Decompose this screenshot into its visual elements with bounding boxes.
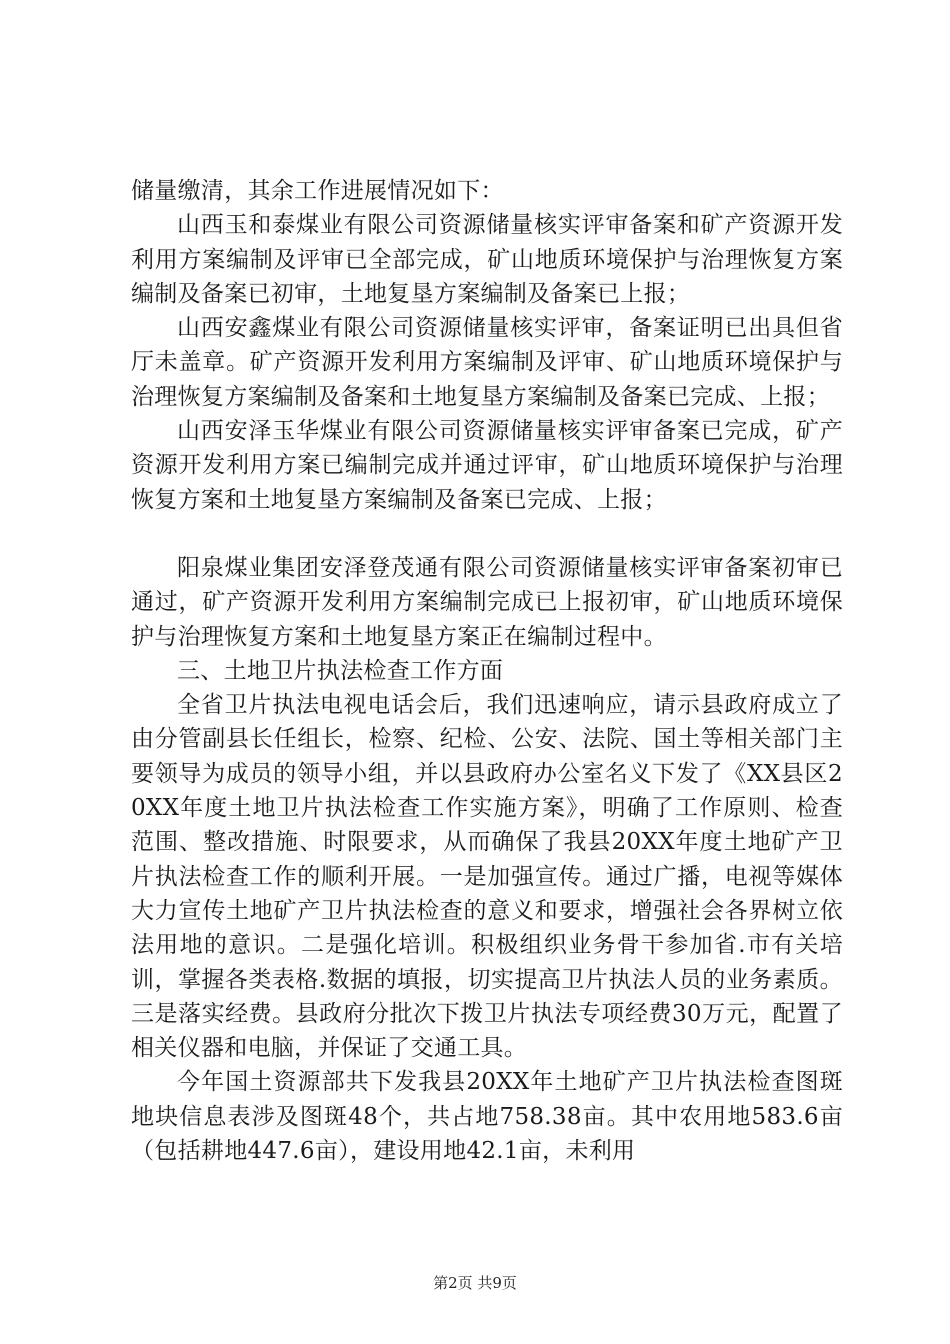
paragraph-enforcement: 全省卫片执法电视电话会后，我们迅速响应，请示县政府成立了由分管副县长任组长，检察、纪检、公安、法院、国土等相关部门主要领导为成员的领导小组，并以县政府办公室名义下发了《XX县区20XX年度土地卫片执法检查工作实施方案》，明确了工作原则、检查范围、整改措施、时限要求，从而确保了我县20XX年度土地矿产卫片执法检查工作的顺利开展。一是加强宣传。通过广播，电视等媒体大力宣传土地矿产卫片执法检查的意义和要求，增强社会各界树立依法用地的意识。二是强化培训。积极组织业务骨干参加省.市有关培训，掌握各类表格.数据的填报，切实提高卫片执法人员的业务素质。三是落实经费。县政府分批次下拨卫片执法专项经费30万元，配置了相关仪器和电脑，并保证了交通工具。: [131, 692, 843, 1062]
section-heading: 三、土地卫片执法检查工作方面: [177, 657, 504, 684]
paragraph-intro: 储量缴清，其余工作进展情况如下：: [131, 178, 504, 204]
page-footer: 第2页 共9页: [433, 1274, 517, 1292]
paragraph-anxin: 山西安鑫煤业有限公司资源储量核实评审，备案证明已出具但省厅未盖章。矿产资源开发利用方案编制及评审、矿山地质环境保护与治理恢复方案编制及备案和土地复垦方案编制及备案已完成、上报；: [131, 315, 843, 410]
paragraph-spacer: [131, 517, 843, 551]
paragraph-yuhetai: 山西玉和泰煤业有限公司资源储量核实评审备案和矿产资源开发利用方案编制及评审已全部完成，矿山地质环境保护与治理恢复方案编制及备案已初审，土地复垦方案编制及备案已上报；: [131, 212, 843, 307]
document-body: [131, 174, 843, 1168]
paragraph-yuhua: 山西安泽玉华煤业有限公司资源储量核实评审备案已完成，矿产资源开发利用方案已编制完成并通过评审，矿山地质环境保护与治理恢复方案和土地复垦方案编制及备案已完成、上报；: [131, 418, 843, 513]
paragraph-land-survey: 今年国土资源部共下发我县20XX年土地矿产卫片执法检查图斑地块信息表涉及图斑48个，共占地758.38亩。其中农用地583.6亩（包括耕地447.6亩），建设用地42.1亩，未利用: [131, 1069, 843, 1165]
paragraph-dengmaotong: 阳泉煤业集团安泽登茂通有限公司资源储量核实评审备案初审已通过，矿产资源开发利用方案编制完成已上报初审，矿山地质环境保护与治理恢复方案和土地复垦方案正在编制过程中。: [131, 554, 843, 650]
